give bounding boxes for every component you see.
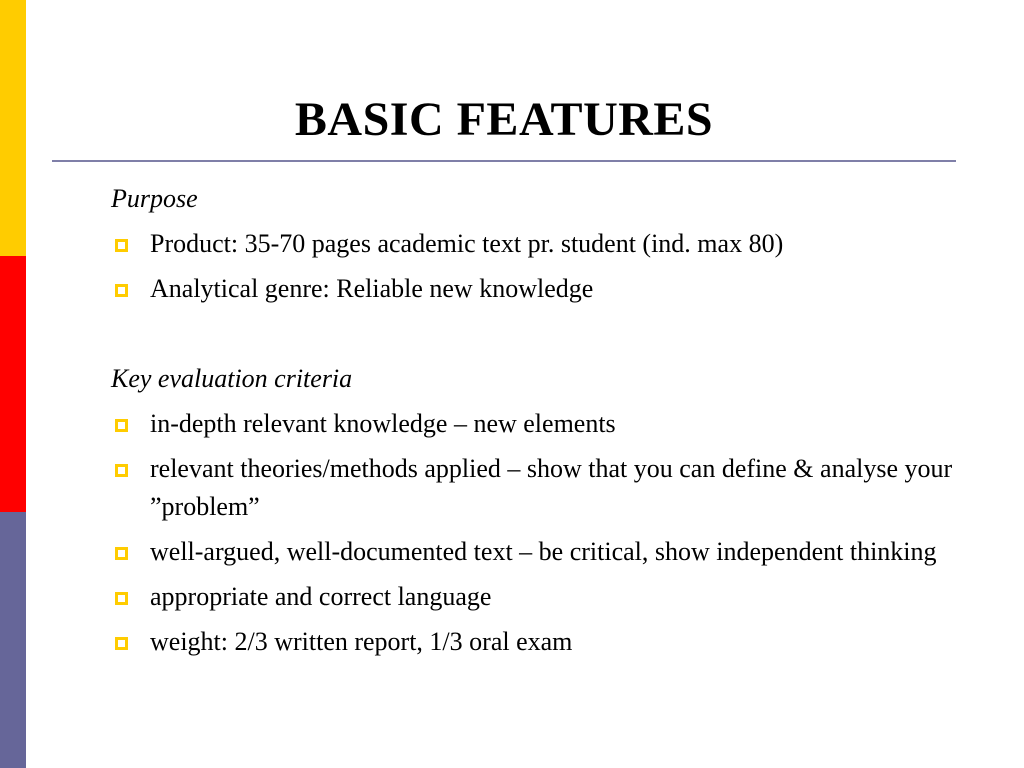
section-purpose xyxy=(111,180,971,308)
slide-content xyxy=(111,180,971,668)
square-bullet-icon xyxy=(115,547,128,560)
side-strip-yellow xyxy=(0,0,26,256)
section-heading: Key evaluation criteria xyxy=(111,364,353,393)
square-bullet-icon xyxy=(115,239,128,252)
square-bullet-icon xyxy=(115,464,128,477)
bullet-text: Analytical genre: Reliable new knowledge xyxy=(150,274,594,303)
bullet-text: appropriate and correct language xyxy=(150,582,492,611)
section-spacer xyxy=(111,315,971,360)
side-strip-red xyxy=(0,256,26,512)
section-heading: Purpose xyxy=(111,184,198,213)
square-bullet-icon xyxy=(115,419,128,432)
bullet-text: well-argued, well-documented text – be critical, show independent thinking xyxy=(150,537,937,566)
bullet-item xyxy=(111,225,971,263)
title-divider xyxy=(52,160,956,162)
square-bullet-icon xyxy=(115,284,128,297)
side-strip-blue xyxy=(0,512,26,768)
bullet-text: in-depth relevant knowledge – new elements xyxy=(150,409,616,438)
square-bullet-icon xyxy=(115,592,128,605)
slide-title: BASIC FEATURES xyxy=(294,93,714,146)
bullet-text: weight: 2/3 written report, 1/3 oral exam xyxy=(150,627,573,656)
section-key-evaluation-criteria xyxy=(111,360,971,661)
bullet-item xyxy=(111,533,971,571)
bullet-item xyxy=(111,450,971,526)
bullet-item xyxy=(111,578,971,616)
square-bullet-icon xyxy=(115,637,128,650)
bullet-list xyxy=(111,405,971,661)
bullet-text: relevant theories/methods applied – show that you can define & analyse your ”problem” xyxy=(150,454,953,521)
bullet-item xyxy=(111,405,971,443)
bullet-text: Product: 35-70 pages academic text pr. student (ind. max 80) xyxy=(150,229,784,258)
bullet-item xyxy=(111,270,971,308)
bullet-list xyxy=(111,225,971,308)
bullet-item xyxy=(111,623,971,661)
